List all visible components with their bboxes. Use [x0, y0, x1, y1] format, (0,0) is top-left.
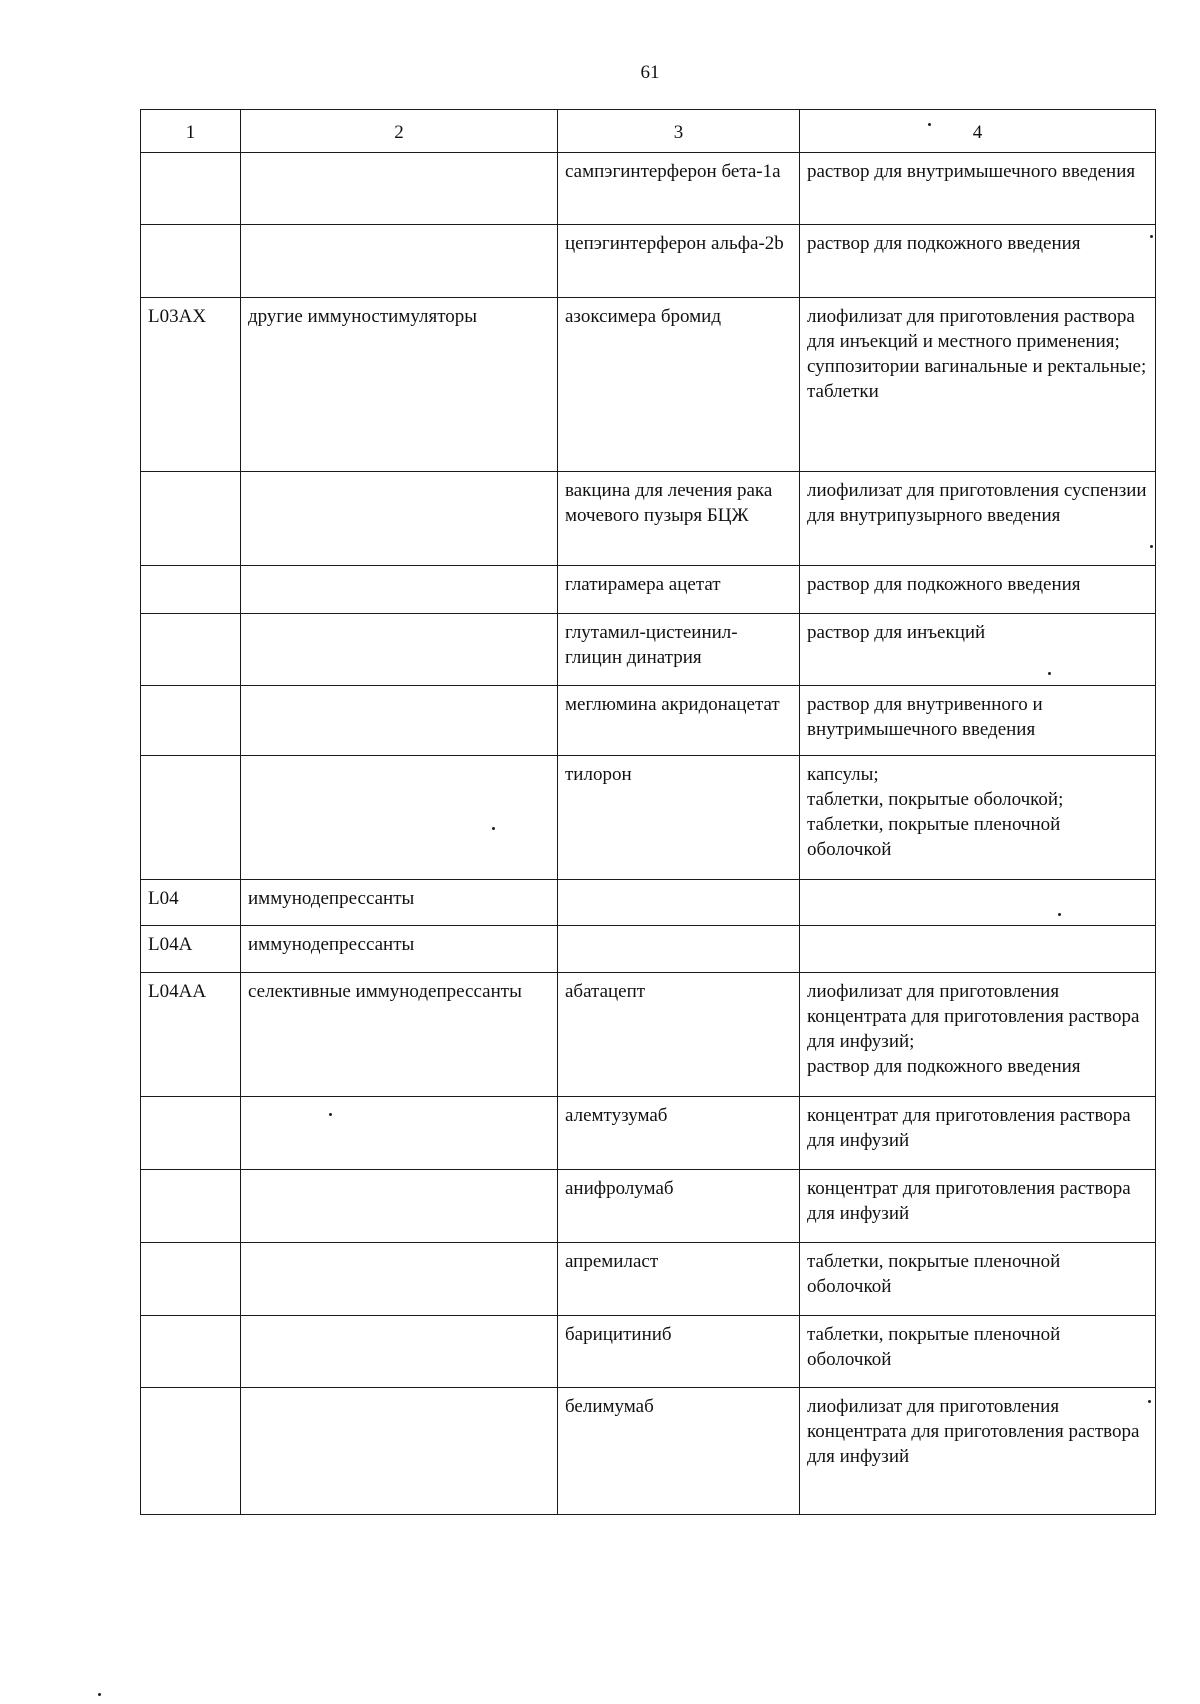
dosage-form-cell [800, 880, 1156, 926]
atc-code-cell [141, 153, 241, 225]
table-row [141, 1388, 1156, 1515]
table-row [141, 566, 1156, 614]
table-row [141, 298, 1156, 472]
dosage-form-cell: таблетки, покрытые пленочной оболочкой [800, 1243, 1156, 1316]
drug-name-cell: анифролумаб [558, 1170, 800, 1243]
group-cell: иммунодепрессанты [241, 880, 558, 926]
group-cell: селективные иммунодепрессанты [241, 973, 558, 1097]
atc-code-cell [141, 225, 241, 298]
table-row [141, 756, 1156, 880]
dosage-form-cell: таблетки, покрытые пленочной оболочкой [800, 1316, 1156, 1388]
scan-speck [1058, 913, 1061, 916]
drug-name-cell: азоксимера бромид [558, 298, 800, 472]
drug-name-cell: алемтузумаб [558, 1097, 800, 1170]
atc-code-cell [141, 1170, 241, 1243]
drug-name-cell: вакцина для лечения рака мочевого пузыря БЦЖ [558, 472, 800, 566]
table-row [141, 1170, 1156, 1243]
dosage-form-cell: раствор для подкожного введения [800, 225, 1156, 298]
column-header-2: 2 [241, 110, 558, 153]
table-row [141, 225, 1156, 298]
dosage-form-cell: концентрат для приготовления раствора для инфузий [800, 1170, 1156, 1243]
drug-name-cell: меглюмина акридонацетат [558, 686, 800, 756]
page-number: 61 [640, 62, 660, 83]
drug-name-cell [558, 926, 800, 973]
atc-code-cell [141, 1388, 241, 1515]
drug-name-cell: барицитиниб [558, 1316, 800, 1388]
atc-code-cell [141, 1097, 241, 1170]
drug-name-cell: белимумаб [558, 1388, 800, 1515]
column-header-1: 1 [141, 110, 241, 153]
table-row [141, 1316, 1156, 1388]
scan-speck [928, 123, 931, 126]
table-row [141, 1243, 1156, 1316]
table-row [141, 880, 1156, 926]
group-cell [241, 225, 558, 298]
group-cell [241, 1388, 558, 1515]
atc-code-cell: L03AX [141, 298, 241, 472]
table-row [141, 973, 1156, 1097]
group-cell [241, 153, 558, 225]
table-row [141, 926, 1156, 973]
atc-code-cell: L04AA [141, 973, 241, 1097]
drug-name-cell: цепэгинтерферон альфа-2b [558, 225, 800, 298]
scan-speck [1148, 1400, 1151, 1403]
dosage-form-cell: капсулы; таблетки, покрытые оболочкой; таблетки, покрытые пленочной оболочкой [800, 756, 1156, 880]
atc-code-cell: L04A [141, 926, 241, 973]
group-cell: другие иммуностимуляторы [241, 298, 558, 472]
table-row [141, 472, 1156, 566]
drug-name-cell: глатирамера ацетат [558, 566, 800, 614]
scan-speck [329, 1113, 332, 1116]
dosage-form-cell [800, 926, 1156, 973]
scan-speck [492, 827, 495, 830]
atc-code-cell [141, 614, 241, 686]
dosage-form-cell: концентрат для приготовления раствора для инфузий [800, 1097, 1156, 1170]
drug-table [140, 109, 1156, 1515]
group-cell [241, 614, 558, 686]
drug-name-cell: абатацепт [558, 973, 800, 1097]
dosage-form-cell: лиофилизат для приготовления суспензии для внутрипузырного введения [800, 472, 1156, 566]
table-header-row [141, 110, 1156, 153]
atc-code-cell [141, 686, 241, 756]
dosage-form-cell: раствор для подкожного введения [800, 566, 1156, 614]
dosage-form-cell: раствор для внутривенного и внутримышечного введения [800, 686, 1156, 756]
group-cell [241, 472, 558, 566]
table-row [141, 1097, 1156, 1170]
dosage-form-cell: лиофилизат для приготовления концентрата для приготовления раствора для инфузий [800, 1388, 1156, 1515]
group-cell [241, 1243, 558, 1316]
scan-speck [1150, 235, 1153, 238]
drug-name-cell: апремиласт [558, 1243, 800, 1316]
drug-name-cell: сампэгинтерферон бета-1а [558, 153, 800, 225]
column-header-4: 4 [800, 110, 1156, 153]
group-cell [241, 1097, 558, 1170]
atc-code-cell [141, 756, 241, 880]
group-cell [241, 686, 558, 756]
drug-name-cell: глутамил-цистеинил-глицин динатрия [558, 614, 800, 686]
dosage-form-cell: раствор для внутримышечного введения [800, 153, 1156, 225]
drug-name-cell: тилорон [558, 756, 800, 880]
dosage-form-cell: раствор для инъекций [800, 614, 1156, 686]
group-cell [241, 566, 558, 614]
table-row [141, 153, 1156, 225]
column-header-3: 3 [558, 110, 800, 153]
scan-speck [98, 1693, 101, 1696]
dosage-form-cell: лиофилизат для приготовления раствора для инъекций и местного применения; суппозитории вагинальные и ректальные; таблетки [800, 298, 1156, 472]
atc-code-cell: L04 [141, 880, 241, 926]
atc-code-cell [141, 1243, 241, 1316]
atc-code-cell [141, 472, 241, 566]
group-cell [241, 756, 558, 880]
scan-speck [1150, 545, 1153, 548]
scan-speck [1048, 672, 1051, 675]
table-row [141, 686, 1156, 756]
group-cell [241, 1170, 558, 1243]
atc-code-cell [141, 566, 241, 614]
group-cell [241, 1316, 558, 1388]
dosage-form-cell: лиофилизат для приготовления концентрата для приготовления раствора для инфузий; раствор для подкожного введения [800, 973, 1156, 1097]
atc-code-cell [141, 1316, 241, 1388]
drug-name-cell [558, 880, 800, 926]
group-cell: иммунодепрессанты [241, 926, 558, 973]
table-row [141, 614, 1156, 686]
